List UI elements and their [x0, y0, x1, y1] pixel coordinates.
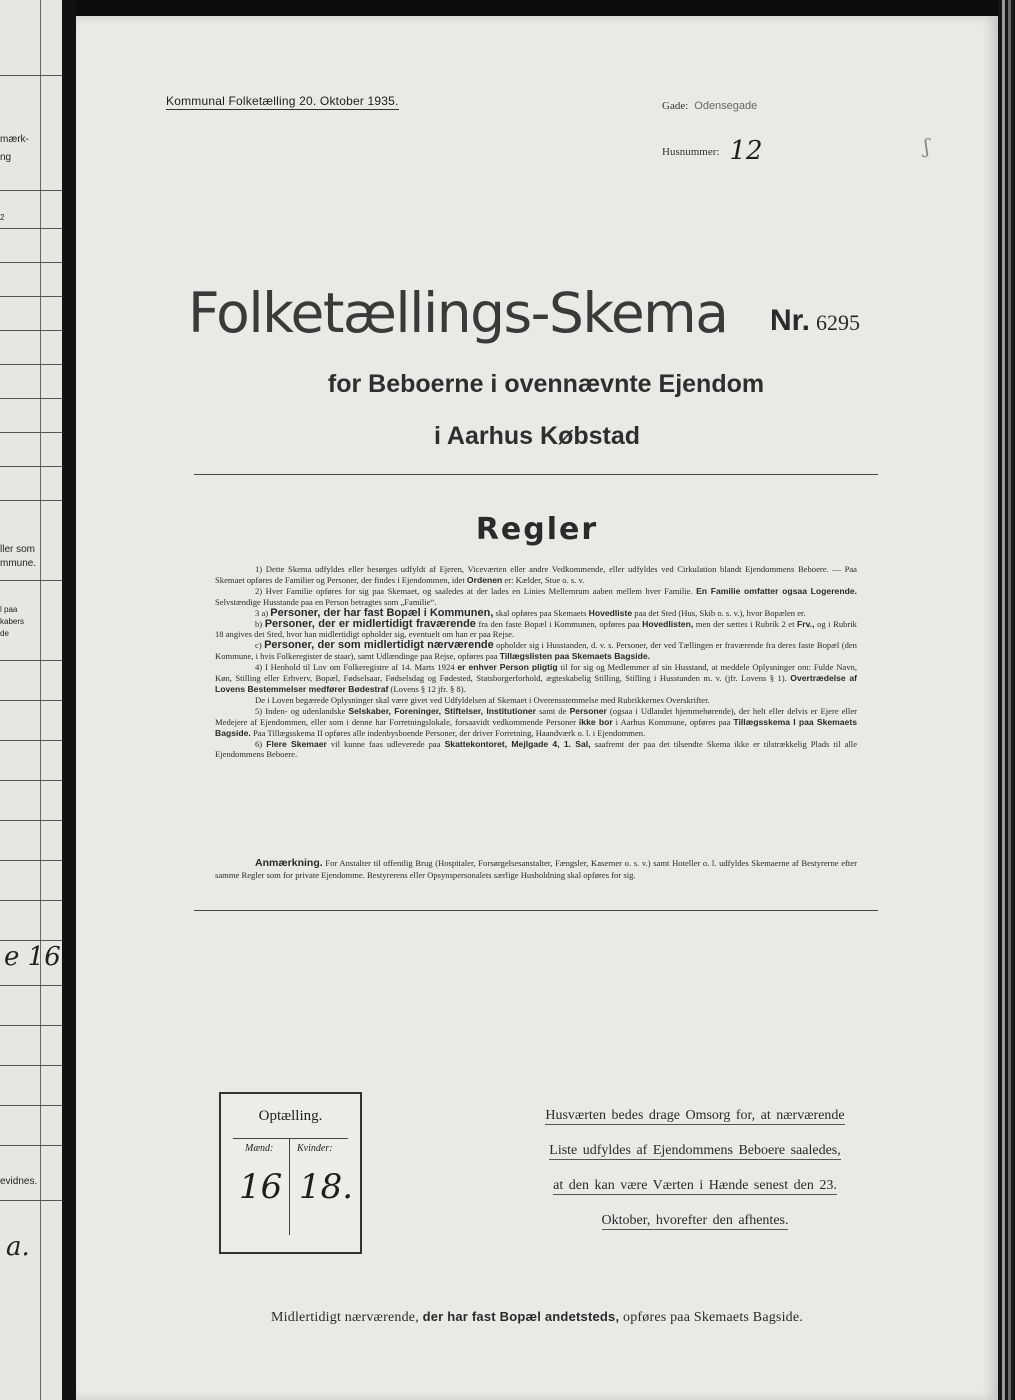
right-page-edge	[998, 0, 1015, 1400]
rules-text	[215, 564, 857, 760]
notice-line: Oktober, hvorefter den afhentes.	[601, 1213, 789, 1228]
left-fragment: mærk-	[0, 134, 29, 145]
form-number-value: 6295	[816, 310, 861, 335]
remark-text: For Anstalter til offentlig Brug (Hospitaler, Forsørgelsesanstalter, Fængsler, Kaserner o. s. v.) samt Hoteller o. l. udfyldes Skemaerne af Bestyrerne efter samme Regler som for private Ejendomme. Bestyrerens eller Opsynspersonalets særlige Husholdning skal opføres for sig.	[215, 858, 857, 880]
footer-part: opføres paa Skemaets Bagside.	[623, 1310, 803, 1325]
landlord-notice	[516, 1098, 874, 1238]
left-page-sliver	[0, 0, 62, 1400]
census-form-page	[76, 16, 998, 1400]
form-title: Folketællings-Skema	[188, 281, 728, 345]
remark	[215, 858, 857, 881]
left-fragment: evidnes.	[0, 1176, 38, 1187]
men-label: Mænd:	[245, 1143, 274, 1154]
pencil-mark: ʃ	[924, 134, 930, 158]
footer-part: Midlertidigt nærværende,	[271, 1310, 419, 1325]
census-title: Kommunal Folketælling 20. Oktober 1935.	[166, 94, 399, 108]
street-field	[662, 96, 757, 114]
form-number-label: Nr.	[770, 304, 811, 337]
notice-line: Liste udfyldes af Ejendommens Beboere saaledes,	[549, 1143, 841, 1158]
rule-2: 2) Hver Familie opføres for sig paa Skemaet, og saaledes at der lades en Linies Mellemrum aaben mellem hver Familie. En Familie omfatter ogsaa Logerende. Selvstændige Husstande paa en Person betragtes som „Familie“.	[215, 585, 857, 607]
remark-label: Anmærkning.	[255, 857, 323, 869]
rule-3c: c) Personer, der som midlertidigt nærværende opholder sig i Husstanden, d. v. s. Personer, der ved Tællingen er fraværende fra deres faste Bopæl (den Kommune, i hvis Folkeregister de staar), samt Udlændinge paa Rejse, opføres paa Tillægslisten paa Skemaets Bagside.	[215, 639, 857, 662]
left-handwriting: a.	[6, 1232, 30, 1262]
form-location: i Aarhus Købstad	[433, 422, 641, 450]
rule-4: 4) I Henhold til Lov om Folkeregistre af 14. Marts 1924 er enhver Person pligtig til for sig og Medlemmer af sin Husstand, at meddele Oplysninger om: Fulde Navn, Køn, Stilling eller Erhverv, Bopæl, Fødselsaar, Fødselsdag og Fødested, Statsborgerforhold, ægteskabelig Stilling, Stilling i Husstanden m. v. (jfr. Lovens § 1). Overtrædelse af Lovens Bestemmelser medfører Bødestraf (Lovens § 12 jfr. § 8).	[215, 662, 857, 694]
left-fragment: kabers	[0, 617, 25, 626]
women-label: Kvinder:	[297, 1143, 333, 1154]
women-count: 18.	[299, 1167, 354, 1207]
divider	[194, 474, 878, 475]
count-box	[219, 1092, 362, 1254]
divider	[194, 910, 878, 911]
notice-line: at den kan være Værten i Hænde senest den 23.	[553, 1178, 837, 1193]
street-value: Odensegade	[694, 100, 758, 112]
left-handwriting: e 16	[4, 942, 61, 972]
left-fragment: de	[0, 629, 9, 638]
left-fragment: ng	[0, 152, 12, 163]
house-number-value: 12	[729, 136, 763, 166]
house-number-label: Husnummer:	[662, 146, 720, 158]
street-label: Gade:	[662, 100, 689, 112]
left-fragment: l paa	[0, 605, 18, 614]
footer-part-bold: der har fast Bopæl andetsteds,	[422, 1309, 620, 1324]
house-number-field	[662, 132, 763, 166]
column-divider	[289, 1139, 290, 1235]
rule-1: 1) Dette Skema udfyldes eller besørges udfyldt af Ejeren, Viceværten eller andre Vedkommende, eller udfyldes ved Cirkulation blandt Ejendommens Beboere. — Paa Skemaet opføres de Familier og Personer, der findes i Ejendommen, idet Ordenen er: Kælder, Stue o. s. v.	[215, 564, 857, 585]
rule-3b: b) Personer, der er midlertidigt fraværende fra den faste Bopæl i Kommunen, opføres paa Hovedlisten, men der sættes i Rubrik 2 et Frv., og i Rubrik 18 angives det Sted, hvor han midlertidigt opholder sig, eventuelt om han er paa Rejse.	[215, 617, 857, 640]
form-number	[770, 304, 860, 338]
rule-3a: 3 a) Personer, der har fast Bopæl i Kommunen, skal opføres paa Skemaets Hovedliste paa det Sted (Hus, Skib o. s. v.), hvor Bopælen er.	[255, 606, 806, 619]
form-subtitle: for Beboerne i ovennævnte Ejendom	[327, 370, 765, 398]
count-caption: Optælling.	[258, 1108, 323, 1124]
rules-heading: Regler	[475, 512, 599, 547]
notice-line: Husværten bedes drage Omsorg for, at nærværende	[545, 1108, 845, 1123]
left-fragment: mmune.	[0, 558, 37, 569]
left-fragment: ller som	[0, 544, 36, 555]
rule-5: 5) Inden- og udenlandske Selskaber, Foreninger, Stiftelser, Institutioner samt de Personer (ogsaa i Udlandet hjemmehørende), der helt eller delvis er Ejere eller Medejere af Ejendommen, eller som i denne har Forretningslokale, forsaavidt vedkommende Personer ikke bor i Aarhus Kommune, opføres paa Tillægsskema I paa Skemaets Bagside. Paa Tillægsskema II opføres alle indenbysboende Personer, der driver Forretning, Haandværk o. l. i Ejendommen.	[215, 705, 857, 738]
rule-4-note: De i Loven begærede Oplysninger skal være givet ved Udfyldelsen af Skemaet i Overensstemmelse med Rubrikkernes Overskrifter.	[255, 694, 710, 705]
book-gutter	[62, 0, 76, 1400]
men-count: 16	[239, 1167, 283, 1207]
rule-6: 6) Flere Skemaer vil kunne faas udleverede paa Skattekontoret, Mejlgade 4, 1. Sal, saafremt der paa det tilsendte Skema ikke er tilstrækkelig Plads til alle Ejendommens Beboere.	[215, 738, 858, 760]
footer-note	[76, 1309, 998, 1326]
left-fragment: 2	[0, 213, 5, 222]
